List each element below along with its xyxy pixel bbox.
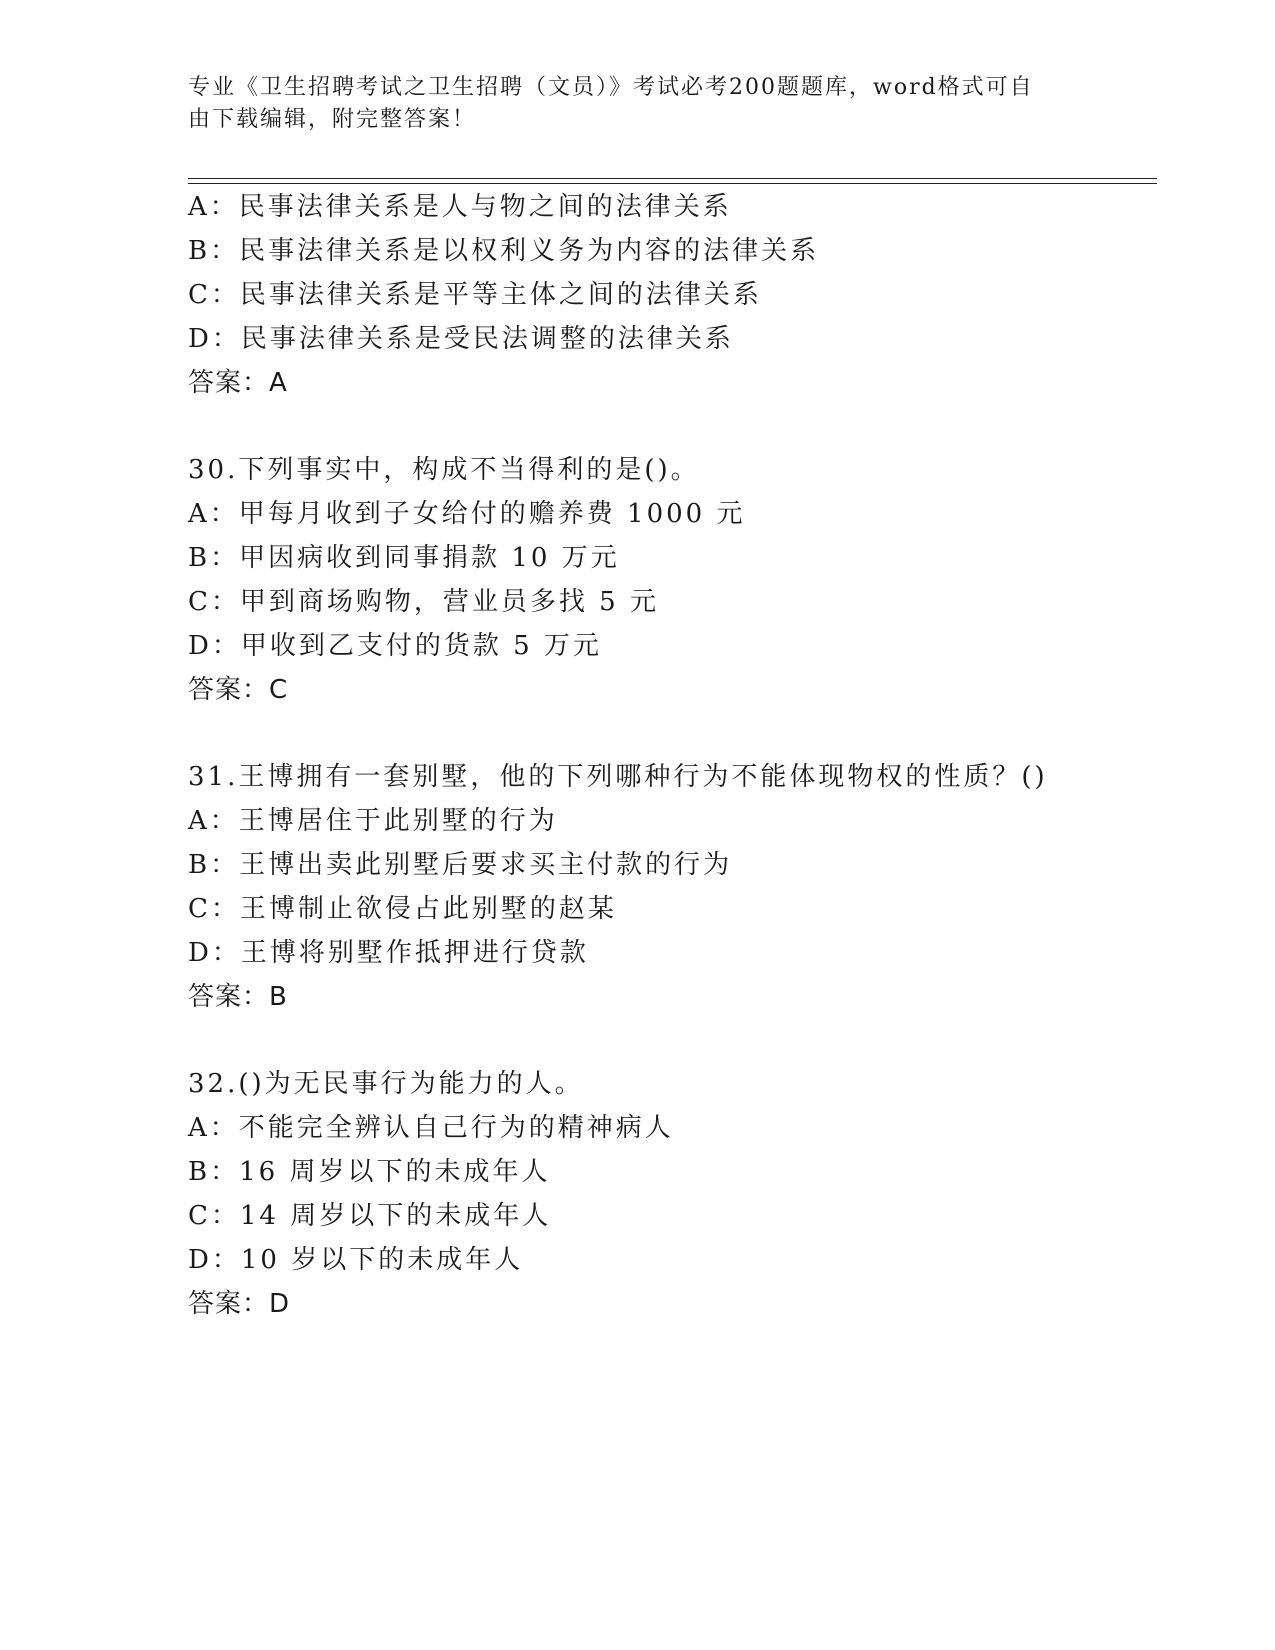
option-c: C：甲到商场购物，营业员多找 5 元 [188,587,659,617]
header-line-2: 由下载编辑，附完整答案！ [188,107,477,132]
option-b: B：民事法律关系是以权利义务为内容的法律关系 [188,236,820,266]
answer-line: 答案：D [188,1289,291,1319]
option-c: C：14 周岁以下的未成年人 [188,1201,552,1231]
option-d: D：10 岁以下的未成年人 [188,1245,524,1275]
answer-line: 答案：A [188,368,288,398]
option-c: C：民事法律关系是平等主体之间的法律关系 [188,280,762,310]
question-stem: 31.王博拥有一套别墅，他的下列哪种行为不能体现物权的性质？() [188,762,1048,792]
answer-line: 答案：C [188,675,289,705]
option-d: D：王博将别墅作抵押进行贷款 [188,938,589,968]
option-a: A：不能完全辨认自己行为的精神病人 [188,1113,674,1143]
option-a: A：民事法律关系是人与物之间的法律关系 [188,192,732,222]
page-header [188,72,1088,136]
header-divider-bottom [188,183,1157,184]
header-divider-top [188,178,1157,179]
answer-line: 答案：B [188,982,288,1012]
header-line-1: 专业《卫生招聘考试之卫生招聘（文员）》考试必考200题题库，word格式可自 [188,75,1034,100]
option-a: A：甲每月收到子女给付的赡养费 1000 元 [188,499,746,529]
option-b: B：16 周岁以下的未成年人 [188,1157,551,1187]
option-a: A：王博居住于此别墅的行为 [188,806,558,836]
option-d: D：甲收到乙支付的货款 5 万元 [188,631,602,661]
question-stem: 32.()为无民事行为能力的人。 [188,1069,584,1099]
option-b: B：王博出卖此别墅后要求买主付款的行为 [188,850,733,880]
option-b: B：甲因病收到同事捐款 10 万元 [188,543,620,573]
option-c: C：王博制止欲侵占此别墅的赵某 [188,894,617,924]
option-d: D：民事法律关系是受民法调整的法律关系 [188,324,734,354]
question-stem: 30.下列事实中，构成不当得利的是()。 [188,455,700,485]
